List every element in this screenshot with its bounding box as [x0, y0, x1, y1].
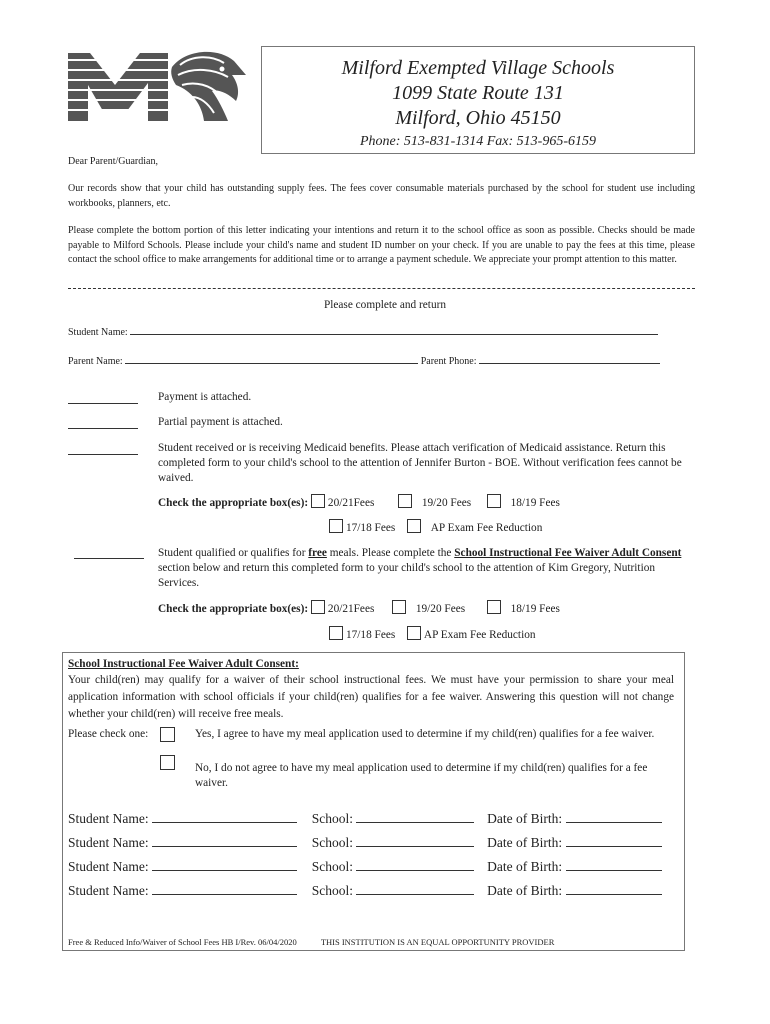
yes-checkbox[interactable] [160, 727, 175, 742]
parent-name-label: Parent Name: [68, 356, 123, 367]
cut-line [68, 288, 695, 289]
free-fee-checks-row-2 [329, 626, 536, 643]
fee-label: 20/21Fees [327, 497, 375, 509]
check-one-prompt: Please check one: [68, 728, 149, 740]
fee-label: AP Exam Fee Reduction [423, 629, 536, 641]
student-name-label: Student Name: [68, 327, 128, 338]
dob-input[interactable] [566, 884, 662, 895]
fee-label: 20/21Fees [327, 603, 375, 615]
dob-label: Date of Birth: [487, 811, 563, 826]
check-label: Check the appropriate box(es): [158, 497, 309, 509]
fee-checkbox[interactable] [407, 626, 421, 640]
signature-row [68, 835, 662, 851]
fee-checkbox[interactable] [311, 600, 325, 614]
fee-label: 17/18 Fees [346, 522, 396, 534]
student-name-row [68, 324, 658, 341]
school-label: School: [311, 811, 354, 826]
student-name-input[interactable] [152, 860, 297, 871]
fee-label: 18/19 Fees [510, 603, 560, 615]
phone-fax: Phone: 513-831-1314 Fax: 513-965-6159 [359, 134, 596, 149]
form-title: Please complete and return [323, 299, 447, 311]
dob-input[interactable] [566, 812, 662, 823]
check-label: Check the appropriate box(es): [158, 603, 309, 615]
fee-label: 18/19 Fees [510, 497, 560, 509]
free-meals-text-1: Student qualified or qualifies for [158, 547, 309, 559]
letterhead-box [261, 46, 695, 154]
district-name: Milford Exempted Village Schools [341, 57, 615, 79]
free-word: free [308, 547, 327, 559]
partial-payment-blank[interactable] [68, 418, 138, 429]
student-name-label: Student Name: [68, 883, 149, 898]
student-name-label: Student Name: [68, 859, 149, 874]
yes-text: Yes, I agree to have my meal application used to determine if my child(ren) qualifies for a fee waiver. [195, 728, 655, 740]
parent-phone-input[interactable] [479, 353, 660, 364]
medicaid-fee-checks-row-1 [158, 494, 560, 511]
fee-checkbox[interactable] [392, 600, 406, 614]
partial-payment-text: Partial payment is attached. [158, 416, 283, 428]
form-revision: Free & Reduced Info/Waiver of School Fees HB I/Rev. 06/04/2020 [68, 937, 297, 947]
signature-row [68, 811, 662, 827]
medicaid-fee-checks-row-2 [329, 519, 542, 536]
payment-attached-text: Payment is attached. [158, 391, 252, 403]
school-input[interactable] [356, 884, 474, 895]
school-input[interactable] [356, 860, 474, 871]
fee-label: 17/18 Fees [346, 629, 396, 641]
school-input[interactable] [356, 812, 474, 823]
school-label: School: [311, 883, 354, 898]
form-footer [68, 937, 554, 947]
fee-label: 19/20 Fees [415, 603, 466, 615]
dob-input[interactable] [566, 836, 662, 847]
medicaid-blank[interactable] [68, 444, 138, 455]
signature-row [68, 859, 662, 875]
district-logo [68, 45, 246, 125]
consent-title: School Instructional Fee Waiver Adult Consent: [68, 658, 299, 670]
school-label: School: [311, 835, 354, 850]
free-meals-blank[interactable] [74, 548, 144, 559]
student-name-label: Student Name: [68, 835, 149, 850]
fee-label: 19/20 Fees [421, 497, 472, 509]
school-input[interactable] [356, 836, 474, 847]
greeting: Dear Parent/Guardian, [68, 156, 158, 167]
student-name-input[interactable] [152, 836, 297, 847]
fee-checkbox[interactable] [487, 494, 501, 508]
fee-checkbox[interactable] [329, 519, 343, 533]
fee-checkbox[interactable] [487, 600, 501, 614]
free-meals-text [158, 546, 698, 591]
dob-input[interactable] [566, 860, 662, 871]
address-line-1: 1099 State Route 131 [392, 82, 564, 104]
free-fee-checks-row-1 [158, 600, 560, 617]
payment-attached-blank[interactable] [68, 393, 138, 404]
medicaid-text: Student received or is receiving Medicaid benefits. Please attach verification of Medicaid assistance. Return this completed form to your child's school to the attention of Jennifer Burton - BOE. Without verification fees cannot be waived. [158, 442, 682, 484]
eagle-head-icon [171, 52, 246, 121]
student-name-input[interactable] [130, 324, 658, 335]
dob-label: Date of Birth: [487, 859, 563, 874]
signature-row [68, 883, 662, 899]
fee-label: AP Exam Fee Reduction [430, 522, 543, 534]
student-name-input[interactable] [152, 884, 297, 895]
free-meals-text-3: section below and return this completed form to your child's school to the attention of Kim Gregory, Nutrition Services. [158, 562, 656, 589]
dob-label: Date of Birth: [487, 835, 563, 850]
school-label: School: [311, 859, 354, 874]
consent-body: Your child(ren) may qualify for a waiver of their school instructional fees. We must have your permission to share your meal application information with school officials if your child(ren) qualifies for a fee waiver. Answering this question will not change whether your child(ren) will receive free meals. [68, 674, 674, 720]
letter-paragraph-2: Please complete the bottom portion of this letter indicating your intentions and return it to the school office as soon as possible. Checks should be made payable to Milford Schools. Please include your child's name and student ID number on your check. If you are unable to pay the fees at this time, please contact the school office to make arrangements for additional time or to arrange a payment schedule. We appreciate your prompt attention to this matter. [68, 225, 695, 265]
no-text: No, I do not agree to have my meal application used to determine if my child(ren) qualifies for a fee waiver. [195, 762, 648, 789]
consent-section [62, 652, 685, 951]
address-line-2: Milford, Ohio 45150 [395, 107, 561, 129]
dob-label: Date of Birth: [487, 883, 563, 898]
parent-name-input[interactable] [125, 353, 418, 364]
free-meals-text-2: meals. Please complete the [326, 547, 455, 559]
no-checkbox[interactable] [160, 755, 175, 770]
fee-checkbox[interactable] [398, 494, 412, 508]
fee-checkbox[interactable] [329, 626, 343, 640]
logo-graphic [68, 45, 246, 125]
fee-checkbox[interactable] [311, 494, 325, 508]
student-name-label: Student Name: [68, 811, 149, 826]
consent-reference: School Instructional Fee Waiver Adult Consent [454, 547, 682, 559]
parent-row [68, 353, 660, 370]
letter-paragraph-1: Our records show that your child has outstanding supply fees. The fees cover consumable materials purchased by the school for student use including workbooks, planners, etc. [68, 183, 695, 209]
parent-phone-label: Parent Phone: [420, 356, 477, 367]
fee-checkbox[interactable] [407, 519, 421, 533]
student-name-input[interactable] [152, 812, 297, 823]
equal-opportunity-statement: THIS INSTITUTION IS AN EQUAL OPPORTUNITY PROVIDER [320, 937, 555, 947]
